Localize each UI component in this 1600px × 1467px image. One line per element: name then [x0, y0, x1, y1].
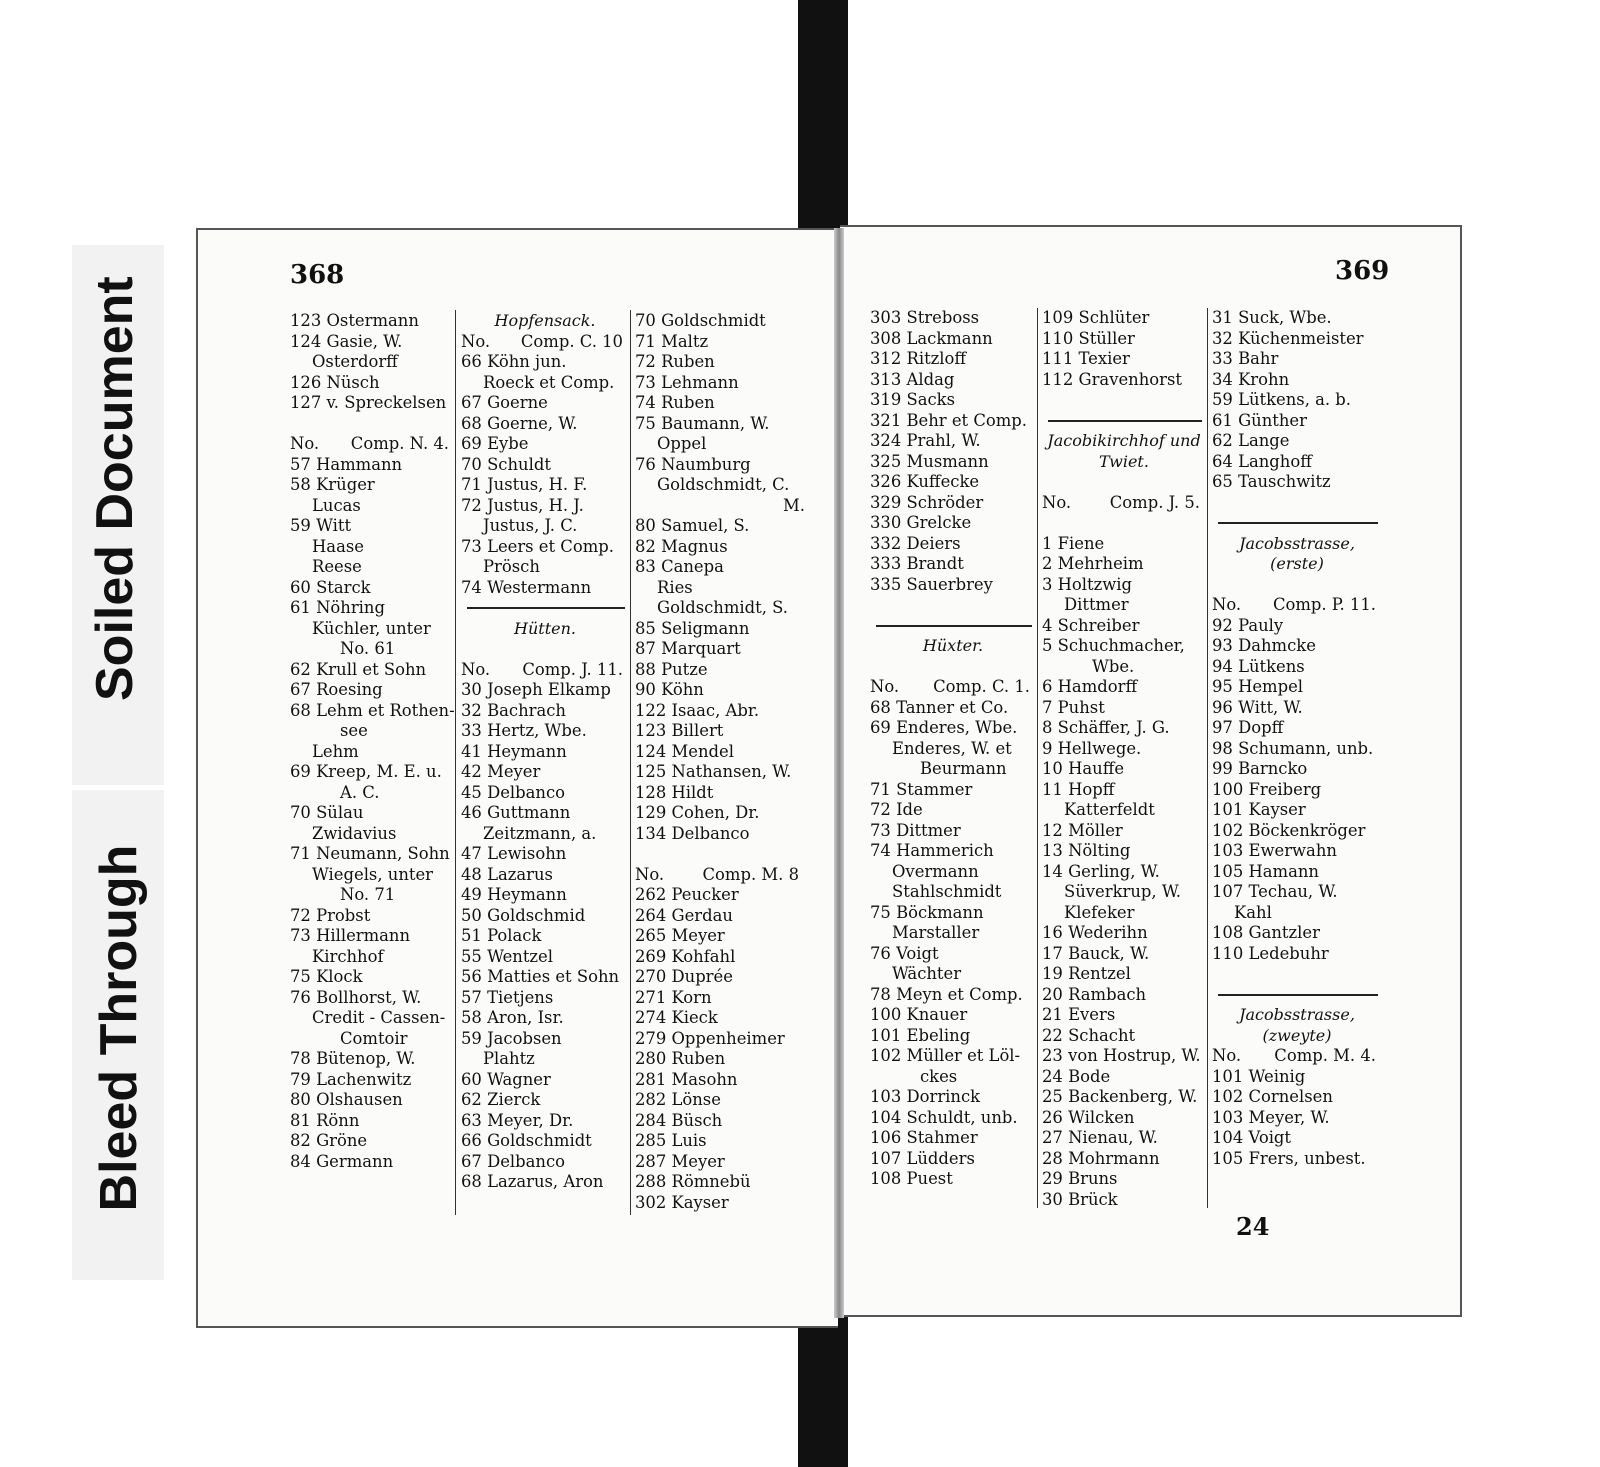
- directory-entry: 14 Gerling, W.: [1042, 861, 1160, 881]
- directory-entry: 103 Dorrinck: [870, 1087, 981, 1106]
- directory-entry: 59 Witt: [290, 516, 352, 535]
- directory-entry: 69 Eybe: [461, 434, 529, 453]
- directory-entry: 110 Ledebuhr: [1212, 943, 1329, 963]
- directory-entry: 324 Prahl, W.: [870, 431, 981, 450]
- directory-entry: Comtoir: [340, 1028, 408, 1048]
- section-rule: [1042, 411, 1206, 432]
- directory-entry: Haase: [312, 536, 364, 556]
- directory-entry: 83 Canepa: [635, 557, 724, 576]
- directory-entry: 330 Grelcke: [870, 513, 972, 532]
- directory-entry: Lucas: [312, 495, 361, 515]
- directory-entry: 264 Gerdau: [635, 905, 733, 925]
- directory-entry: 67 Goerne: [461, 393, 548, 412]
- soiled-document-label: Soiled Document: [86, 276, 144, 701]
- directory-entry: 19 Rentzel: [1042, 964, 1131, 983]
- directory-entry: 59 Jacobsen: [461, 1028, 562, 1048]
- directory-entry: 2 Mehrheim: [1042, 554, 1144, 573]
- directory-entry: 308 Lackmann: [870, 328, 993, 348]
- directory-entry: 104 Schuldt, unb.: [870, 1107, 1018, 1127]
- street-heading: Twiet.: [1099, 451, 1149, 471]
- directory-entry: Kahl: [1234, 902, 1272, 922]
- directory-entry: Prösch: [483, 557, 540, 576]
- directory-entry: 25 Backenberg, W.: [1042, 1087, 1198, 1106]
- binding-strip-top: [798, 0, 848, 230]
- directory-entry: 265 Meyer: [635, 926, 725, 945]
- company-header: [635, 865, 805, 886]
- directory-entry: Stahlschmidt: [892, 882, 1002, 901]
- directory-entry: 20 Rambach: [1042, 984, 1147, 1004]
- left-column-1: [290, 311, 455, 1172]
- directory-entry: 123 Ostermann: [290, 311, 419, 330]
- directory-entry: 11 Hopff: [1042, 779, 1115, 799]
- directory-entry: Kirchhof: [312, 946, 384, 966]
- directory-entry: 302 Kayser: [635, 1192, 729, 1212]
- directory-entry: Marstaller: [892, 923, 980, 942]
- directory-entry: 72 Ruben: [635, 352, 715, 371]
- directory-entry: 80 Samuel, S.: [635, 516, 750, 535]
- directory-entry: 123 Billert: [635, 721, 724, 740]
- directory-entry: 45 Delbanco: [461, 782, 566, 802]
- directory-entry: 74 Ruben: [635, 393, 715, 412]
- divider-right-2: [1207, 308, 1208, 1208]
- company-code: Comp. C. 10: [520, 331, 623, 351]
- blank-line: [1042, 472, 1206, 493]
- directory-entry: 80 Olshausen: [290, 1090, 403, 1109]
- directory-entry: Beurmann: [920, 759, 1007, 778]
- directory-entry: Zeitzmann, a.: [483, 823, 597, 843]
- directory-entry: 41 Heymann: [461, 741, 567, 761]
- directory-entry: 102 Böckenkröger: [1212, 820, 1366, 840]
- directory-entry: 72 Ide: [870, 800, 923, 819]
- directory-entry: Wächter: [892, 964, 962, 983]
- directory-entry: Küchler, unter: [312, 618, 431, 638]
- directory-entry: 326 Kuffecke: [870, 472, 980, 491]
- company-no-label: No.: [290, 434, 320, 453]
- directory-entry: 124 Gasie, W.: [290, 331, 403, 351]
- directory-entry: 280 Ruben: [635, 1049, 726, 1068]
- company-no-label: No.: [1212, 1046, 1242, 1065]
- directory-entry: 76 Bollhorst, W.: [290, 987, 422, 1007]
- directory-entry: 110 Stüller: [1042, 328, 1135, 348]
- blank-line: [461, 639, 629, 660]
- directory-entry: 42 Meyer: [461, 762, 541, 781]
- section-rule: [870, 616, 1036, 637]
- directory-entry: 101 Kayser: [1212, 800, 1306, 819]
- directory-entry: 61 Günther: [1212, 410, 1307, 430]
- directory-entry: 65 Tauschwitz: [1212, 472, 1331, 491]
- directory-entry: 63 Meyer, Dr.: [461, 1110, 574, 1130]
- directory-entry: 75 Baumann, W.: [635, 413, 770, 433]
- directory-entry: 333 Brandt: [870, 554, 964, 573]
- directory-entry: Justus, J. C.: [483, 516, 578, 535]
- blank-line: [290, 414, 455, 435]
- directory-entry: Lehm: [312, 741, 359, 761]
- directory-entry: 64 Langhoff: [1212, 451, 1312, 471]
- directory-entry: 47 Lewisohn: [461, 844, 567, 863]
- directory-entry: 68 Lazarus, Aron: [461, 1172, 604, 1191]
- directory-entry: 73 Dittmer: [870, 820, 961, 840]
- company-header: [1212, 595, 1382, 616]
- directory-entry: 303 Streboss: [870, 308, 980, 327]
- directory-entry: 71 Neumann, Sohn: [290, 844, 450, 863]
- divider-left-1: [455, 310, 456, 1215]
- directory-entry: 90 Köhn: [635, 680, 704, 699]
- directory-entry: Goldschmidt, S.: [657, 598, 788, 617]
- directory-entry: Goldschmidt, C.: [657, 475, 790, 494]
- directory-entry: 32 Küchenmeister: [1212, 328, 1364, 348]
- directory-entry: 4 Schreiber: [1042, 615, 1140, 635]
- directory-entry: 262 Peucker: [635, 885, 739, 904]
- directory-entry: Katterfeldt: [1064, 800, 1155, 819]
- directory-entry: 99 Barncko: [1212, 759, 1308, 778]
- directory-entry: 62 Krull et Sohn: [290, 659, 427, 679]
- directory-entry: 127 v. Spreckelsen: [290, 393, 447, 412]
- directory-entry: No. 71: [340, 885, 396, 904]
- directory-entry: 287 Meyer: [635, 1151, 725, 1171]
- directory-entry: 9 Hellwege.: [1042, 738, 1142, 758]
- directory-entry: 281 Masohn: [635, 1069, 738, 1089]
- directory-entry: Süverkrup, W.: [1064, 882, 1182, 901]
- company-code: Comp. J. 5.: [1109, 492, 1200, 512]
- directory-entry: 312 Ritzloff: [870, 349, 967, 368]
- directory-entry: 101 Weinig: [1212, 1066, 1306, 1086]
- directory-entry: 103 Meyer, W.: [1212, 1107, 1330, 1127]
- directory-entry: 87 Marquart: [635, 639, 741, 658]
- directory-entry: 28 Mohrmann: [1042, 1148, 1160, 1168]
- section-rule: [1212, 985, 1382, 1006]
- company-header: [1212, 1046, 1382, 1067]
- directory-entry: 76 Voigt: [870, 943, 939, 963]
- directory-entry: 128 Hildt: [635, 782, 714, 802]
- directory-entry: 8 Schäffer, J. G.: [1042, 718, 1170, 737]
- street-heading: Jacobsstrasse,: [1239, 1005, 1355, 1024]
- directory-entry: 313 Aldag: [870, 369, 955, 389]
- directory-entry: 72 Justus, H. J.: [461, 495, 584, 515]
- street-heading: Hüxter.: [922, 636, 984, 655]
- directory-entry: Dittmer: [1064, 595, 1129, 614]
- directory-entry: 71 Stammer: [870, 779, 973, 799]
- directory-entry: 100 Knauer: [870, 1005, 968, 1024]
- directory-entry: 66 Goldschmidt: [461, 1131, 592, 1150]
- directory-entry: 29 Bruns: [1042, 1169, 1118, 1188]
- directory-entry: 68 Tanner et Co.: [870, 697, 1009, 717]
- directory-entry: 48 Lazarus: [461, 864, 553, 884]
- directory-entry: 112 Gravenhorst: [1042, 369, 1182, 389]
- directory-entry: 21 Evers: [1042, 1005, 1116, 1024]
- directory-entry: 75 Böckmann: [870, 902, 984, 922]
- directory-entry: 3 Holtzwig: [1042, 574, 1133, 594]
- directory-entry: 105 Hamann: [1212, 861, 1319, 881]
- directory-entry: 69 Enderes, Wbe.: [870, 718, 1018, 737]
- blank-line: [870, 595, 1036, 616]
- directory-entry: 24 Bode: [1042, 1066, 1111, 1086]
- directory-entry: 93 Dahmcke: [1212, 636, 1316, 655]
- directory-entry: 27 Nienau, W.: [1042, 1128, 1158, 1147]
- blank-line: [635, 844, 805, 865]
- directory-entry: 58 Krüger: [290, 475, 375, 494]
- directory-entry: 73 Lehmann: [635, 372, 739, 392]
- directory-entry: 34 Krohn: [1212, 369, 1290, 389]
- directory-entry: 269 Kohfahl: [635, 946, 736, 966]
- company-code: Comp. C. 1.: [933, 677, 1030, 696]
- street-heading: Jacobsstrasse,: [1239, 533, 1355, 553]
- company-code: Comp. P. 11.: [1272, 595, 1376, 614]
- directory-entry: 106 Stahmer: [870, 1128, 978, 1147]
- section-rule: [1212, 513, 1382, 534]
- directory-entry: Klefeker: [1064, 902, 1135, 922]
- company-header: [461, 332, 629, 353]
- directory-entry: 284 Büsch: [635, 1110, 723, 1130]
- page-number-right: 369: [1335, 256, 1390, 286]
- directory-entry: 56 Matties et Sohn: [461, 967, 620, 986]
- directory-entry: 12 Möller: [1042, 820, 1123, 840]
- directory-entry: Wiegels, unter: [312, 864, 434, 884]
- directory-entry: 108 Puest: [870, 1169, 953, 1188]
- directory-entry: A. C.: [340, 782, 380, 802]
- directory-entry: 57 Tietjens: [461, 987, 554, 1007]
- blank-line: [1042, 513, 1206, 534]
- directory-entry: 101 Ebeling: [870, 1025, 971, 1045]
- directory-entry: 100 Freiberg: [1212, 779, 1322, 799]
- directory-entry: Overmann: [892, 861, 979, 881]
- directory-entry: ckes: [920, 1066, 958, 1086]
- company-header: [870, 677, 1036, 698]
- directory-entry: 60 Starck: [290, 577, 371, 597]
- directory-entry: 288 Römnebü: [635, 1172, 751, 1191]
- blank-line: [1212, 493, 1382, 514]
- directory-entry: 50 Goldschmid: [461, 905, 586, 925]
- directory-entry: 82 Gröne: [290, 1131, 368, 1150]
- company-code: Comp. J. 11.: [522, 659, 623, 679]
- directory-entry: 59 Lütkens, a. b.: [1212, 390, 1352, 409]
- left-column-2: [461, 311, 629, 1193]
- directory-entry: 76 Naumburg: [635, 454, 751, 474]
- directory-entry: 17 Bauck, W.: [1042, 943, 1150, 963]
- directory-entry: 5 Schuchmacher,: [1042, 636, 1185, 655]
- directory-entry: 107 Techau, W.: [1212, 882, 1338, 901]
- directory-entry: 23 von Hostrup, W.: [1042, 1046, 1201, 1065]
- directory-entry: 1 Fiene: [1042, 533, 1105, 553]
- directory-entry: 51 Polack: [461, 926, 542, 945]
- directory-entry: 74 Westermann: [461, 577, 592, 597]
- directory-entry: 102 Cornelsen: [1212, 1087, 1333, 1106]
- divider-right-1: [1037, 308, 1038, 1208]
- directory-entry: 67 Delbanco: [461, 1151, 566, 1171]
- directory-entry: 126 Nüsch: [290, 372, 380, 392]
- directory-entry: 94 Lütkens: [1212, 656, 1305, 676]
- directory-entry: 270 Duprée: [635, 967, 733, 986]
- directory-entry: 73 Leers et Comp.: [461, 536, 614, 556]
- directory-entry: 82 Magnus: [635, 536, 728, 556]
- directory-entry: 70 Schuldt: [461, 454, 551, 474]
- directory-entry: 85 Seligmann: [635, 618, 750, 638]
- directory-entry: 46 Guttmann: [461, 803, 571, 822]
- directory-entry: Zwidavius: [312, 823, 397, 843]
- directory-entry: 13 Nölting: [1042, 841, 1131, 860]
- company-header: [1042, 493, 1206, 514]
- street-heading: (zweyte): [1262, 1025, 1332, 1045]
- directory-entry: see: [340, 721, 368, 740]
- directory-entry: 74 Hammerich: [870, 841, 994, 860]
- directory-entry: 75 Klock: [290, 967, 363, 986]
- directory-entry: 55 Wentzel: [461, 946, 553, 966]
- directory-entry: Ries: [657, 577, 693, 597]
- directory-entry: 67 Roesing: [290, 680, 383, 699]
- company-no-label: No.: [1212, 595, 1242, 614]
- divider-left-2: [630, 310, 631, 1215]
- directory-entry: Roeck et Comp.: [483, 372, 615, 392]
- company-no-label: No.: [635, 864, 665, 884]
- directory-entry: 79 Lachenwitz: [290, 1069, 412, 1089]
- directory-entry: 105 Frers, unbest.: [1212, 1148, 1366, 1168]
- directory-entry: Oppel: [657, 434, 707, 453]
- company-no-label: No.: [461, 659, 491, 679]
- directory-entry: 329 Schröder: [870, 492, 984, 512]
- directory-entry: 129 Cohen, Dr.: [635, 803, 760, 822]
- company-no-label: No.: [461, 331, 491, 351]
- directory-entry: 104 Voigt: [1212, 1128, 1292, 1147]
- company-no-label: No.: [870, 677, 900, 696]
- directory-entry: 70 Sülau: [290, 803, 364, 822]
- signature-mark: 24: [1236, 1212, 1270, 1241]
- company-header: [461, 660, 629, 681]
- bleed-through-label: Bleed Through: [90, 844, 148, 1212]
- directory-entry: 125 Nathansen, W.: [635, 762, 792, 781]
- street-heading: Hopfensack.: [494, 311, 596, 330]
- directory-entry: 124 Mendel: [635, 741, 734, 761]
- directory-entry: 108 Gantzler: [1212, 923, 1320, 942]
- directory-entry: 81 Rönn: [290, 1110, 360, 1130]
- directory-entry: 111 Texier: [1042, 349, 1130, 368]
- book-gutter: [834, 228, 844, 1318]
- directory-entry: 103 Ewerwahn: [1212, 841, 1337, 860]
- street-heading: (erste): [1270, 554, 1324, 573]
- directory-entry: 62 Zierck: [461, 1090, 541, 1109]
- directory-entry: 102 Müller et Löl-: [870, 1046, 1021, 1065]
- directory-entry: 285 Luis: [635, 1131, 707, 1150]
- company-code: Comp. N. 4.: [350, 434, 449, 453]
- directory-entry: 70 Goldschmidt: [635, 311, 766, 330]
- directory-entry: 61 Nöhring: [290, 598, 385, 617]
- directory-entry: 62 Lange: [1212, 431, 1290, 450]
- directory-entry: 60 Wagner: [461, 1069, 551, 1089]
- directory-entry: 30 Joseph Elkamp: [461, 680, 611, 699]
- directory-entry: 6 Hamdorff: [1042, 677, 1138, 696]
- directory-entry: 73 Hillermann: [290, 926, 411, 945]
- directory-entry: Wbe.: [1092, 656, 1135, 676]
- directory-entry: 10 Hauffe: [1042, 759, 1125, 778]
- directory-entry: 107 Lüdders: [870, 1148, 975, 1168]
- directory-entry: 31 Suck, Wbe.: [1212, 308, 1332, 327]
- directory-entry: 33 Bahr: [1212, 349, 1279, 368]
- directory-entry: 279 Oppenheimer: [635, 1028, 785, 1048]
- directory-entry: 271 Korn: [635, 987, 712, 1007]
- directory-entry: 66 Köhn jun.: [461, 352, 567, 371]
- directory-entry: Plahtz: [483, 1049, 535, 1068]
- directory-entry: 57 Hammann: [290, 454, 403, 474]
- directory-entry: 84 Germann: [290, 1151, 394, 1171]
- directory-entry: 98 Schumann, unb.: [1212, 738, 1374, 758]
- directory-entry: 95 Hempel: [1212, 677, 1304, 696]
- directory-entry: 96 Witt, W.: [1212, 697, 1303, 717]
- directory-entry: No. 61: [340, 639, 396, 658]
- directory-entry: 71 Justus, H. F.: [461, 475, 588, 494]
- directory-entry: 78 Bütenop, W.: [290, 1049, 416, 1068]
- directory-entry: Credit - Cassen-: [312, 1008, 446, 1027]
- directory-entry: 78 Meyn et Comp.: [870, 984, 1023, 1004]
- street-heading: Hütten.: [514, 618, 576, 638]
- directory-entry: 16 Wederihn: [1042, 923, 1148, 942]
- directory-entry: 72 Probst: [290, 905, 371, 925]
- directory-entry: 22 Schacht: [1042, 1025, 1136, 1045]
- company-code: Comp. M. 4.: [1274, 1046, 1376, 1065]
- directory-entry: 109 Schlüter: [1042, 308, 1150, 327]
- directory-entry: 134 Delbanco: [635, 823, 750, 843]
- directory-entry: 32 Bachrach: [461, 700, 566, 720]
- directory-entry: 335 Sauerbrey: [870, 574, 993, 594]
- directory-entry: Enderes, W. et: [892, 738, 1012, 758]
- blank-line: [1212, 575, 1382, 596]
- directory-entry: 68 Lehm et Rothen-: [290, 700, 455, 720]
- directory-entry: 332 Deiers: [870, 533, 961, 553]
- directory-entry: 68 Goerne, W.: [461, 413, 578, 433]
- right-column-3: [1212, 308, 1382, 1169]
- directory-entry: 97 Dopff: [1212, 718, 1284, 737]
- directory-entry: 49 Heymann: [461, 885, 567, 904]
- blank-line: [870, 657, 1036, 678]
- section-rule: [461, 598, 629, 619]
- left-column-3: [635, 311, 805, 1213]
- directory-entry: 71 Maltz: [635, 331, 709, 351]
- directory-entry: 282 Lönse: [635, 1090, 721, 1109]
- binding-strip-bottom: [798, 1312, 848, 1467]
- right-column-2: [1042, 308, 1206, 1210]
- directory-entry: 321 Behr et Comp.: [870, 410, 1027, 430]
- directory-entry: 325 Musmann: [870, 451, 989, 471]
- company-no-label: No.: [1042, 492, 1072, 512]
- street-heading: Jacobikirchhof und: [1047, 431, 1201, 450]
- directory-entry: 319 Sacks: [870, 390, 956, 409]
- directory-entry: Reese: [312, 557, 362, 576]
- blank-line: [1212, 964, 1382, 985]
- directory-entry: 7 Puhst: [1042, 697, 1105, 717]
- directory-entry: 58 Aron, Isr.: [461, 1008, 564, 1027]
- directory-entry: 30 Brück: [1042, 1189, 1118, 1209]
- directory-entry: 33 Hertz, Wbe.: [461, 721, 587, 740]
- directory-entry: 122 Isaac, Abr.: [635, 700, 760, 720]
- company-header: [290, 434, 455, 455]
- directory-entry: 92 Pauly: [1212, 615, 1284, 635]
- directory-entry: Osterdorff: [312, 352, 398, 371]
- blank-line: [1042, 390, 1206, 411]
- directory-entry: 88 Putze: [635, 659, 708, 679]
- directory-entry: M.: [783, 495, 805, 515]
- company-code: Comp. M. 8: [702, 864, 799, 884]
- page-number-left: 368: [290, 260, 345, 290]
- directory-entry: 26 Wilcken: [1042, 1107, 1135, 1127]
- directory-entry: 69 Kreep, M. E. u.: [290, 762, 442, 781]
- directory-entry: 274 Kieck: [635, 1008, 718, 1027]
- right-column-1: [870, 308, 1036, 1190]
